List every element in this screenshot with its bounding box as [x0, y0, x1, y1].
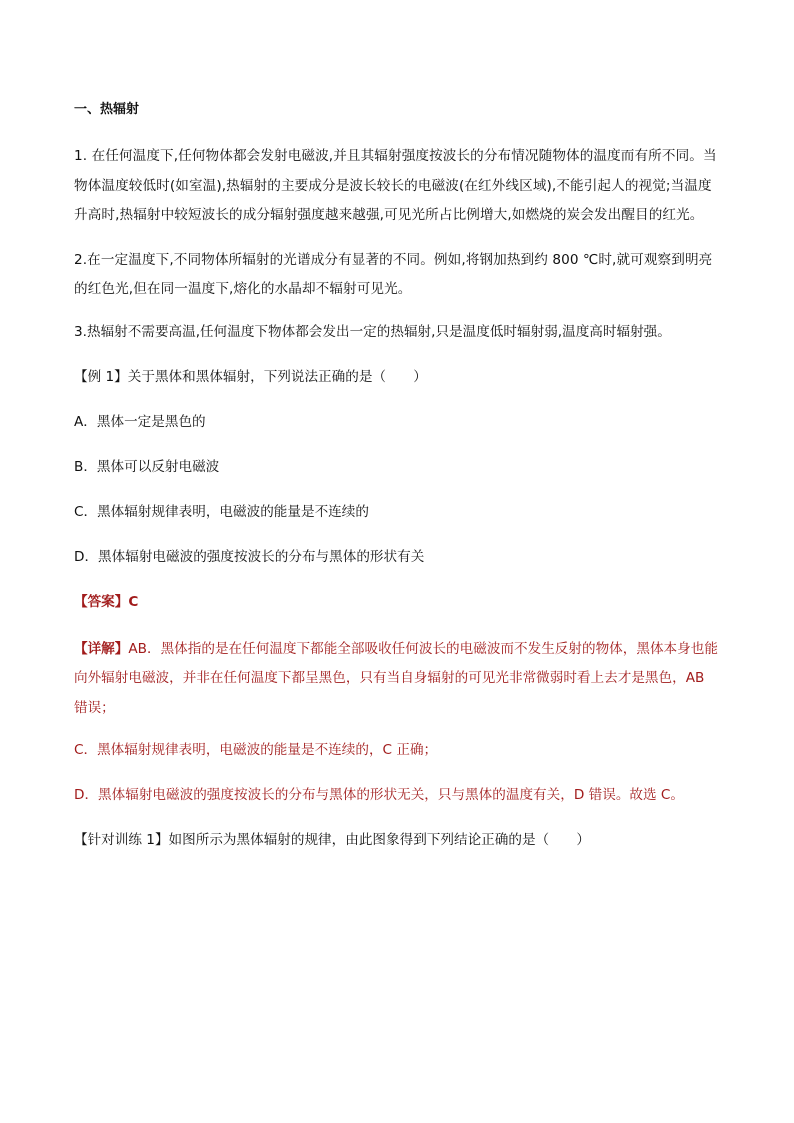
point-3: 3.热辐射不需要高温,任何温度下物体都会发出一定的热辐射,只是温度低时辐射弱,温度高时辐射强。	[74, 323, 671, 340]
detail-d: D．黑体辐射电磁波的强度按波长的分布与黑体的形状无关，只与黑体的温度有关，D 错误。故选 C。	[74, 787, 685, 803]
answer-value: C	[128, 593, 139, 610]
option-c: C．黑体辐射规律表明，电磁波的能量是不连续的	[74, 503, 369, 520]
example-1-question: 【例 1】关于黑体和黑体辐射，下列说法正确的是（ ）	[74, 368, 427, 385]
document-content	[74, 98, 722, 873]
point-1: 1. 在任何温度下,任何物体都会发射电磁波,并且其辐射强度按波长的分布情况随物体的温度而有所不同。当物体温度较低时(如室温),热辐射的主要成分是波长较长的电磁波(在红外线区域),不能引起人的视觉;当温度升高时,热辐射中较短波长的成分辐射强度越来越强,可见光所占比例增大,如燃烧的炭会发出醒目的红光。	[74, 148, 717, 223]
detail-ab-text: AB．黑体指的是在任何温度下都能全部吸收任何波长的电磁波而不发生反射的物体，黑体本身也能向外辐射电磁波，并非在任何温度下都呈黑色，只有当自身辐射的可见光非常微弱时看上去才是黑色，AB 错误；	[74, 640, 718, 716]
answer-tag: 【答案】	[74, 593, 129, 610]
point-2: 2.在一定温度下,不同物体所辐射的光谱成分有显著的不同。例如,将钢加热到约 800 ℃时,就可观察到明亮的红色光,但在同一温度下,熔化的水晶却不辐射可见光。	[74, 251, 713, 297]
option-a: A．黑体一定是黑色的	[74, 413, 206, 430]
option-b: B．黑体可以反射电磁波	[74, 458, 220, 475]
section-title: 一、热辐射	[74, 102, 140, 117]
option-d: D．黑体辐射电磁波的强度按波长的分布与黑体的形状有关	[74, 548, 425, 565]
detail-ab	[74, 635, 722, 724]
detail-tag: 【详解】	[74, 640, 129, 657]
answer-line	[74, 590, 722, 614]
training-1-question: 【针对训练 1】如图所示为黑体辐射的规律，由此图象得到下列结论正确的是（ ）	[74, 832, 590, 848]
detail-c: C．黑体辐射规律表明，电磁波的能量是不连续的，C 正确；	[74, 742, 438, 758]
